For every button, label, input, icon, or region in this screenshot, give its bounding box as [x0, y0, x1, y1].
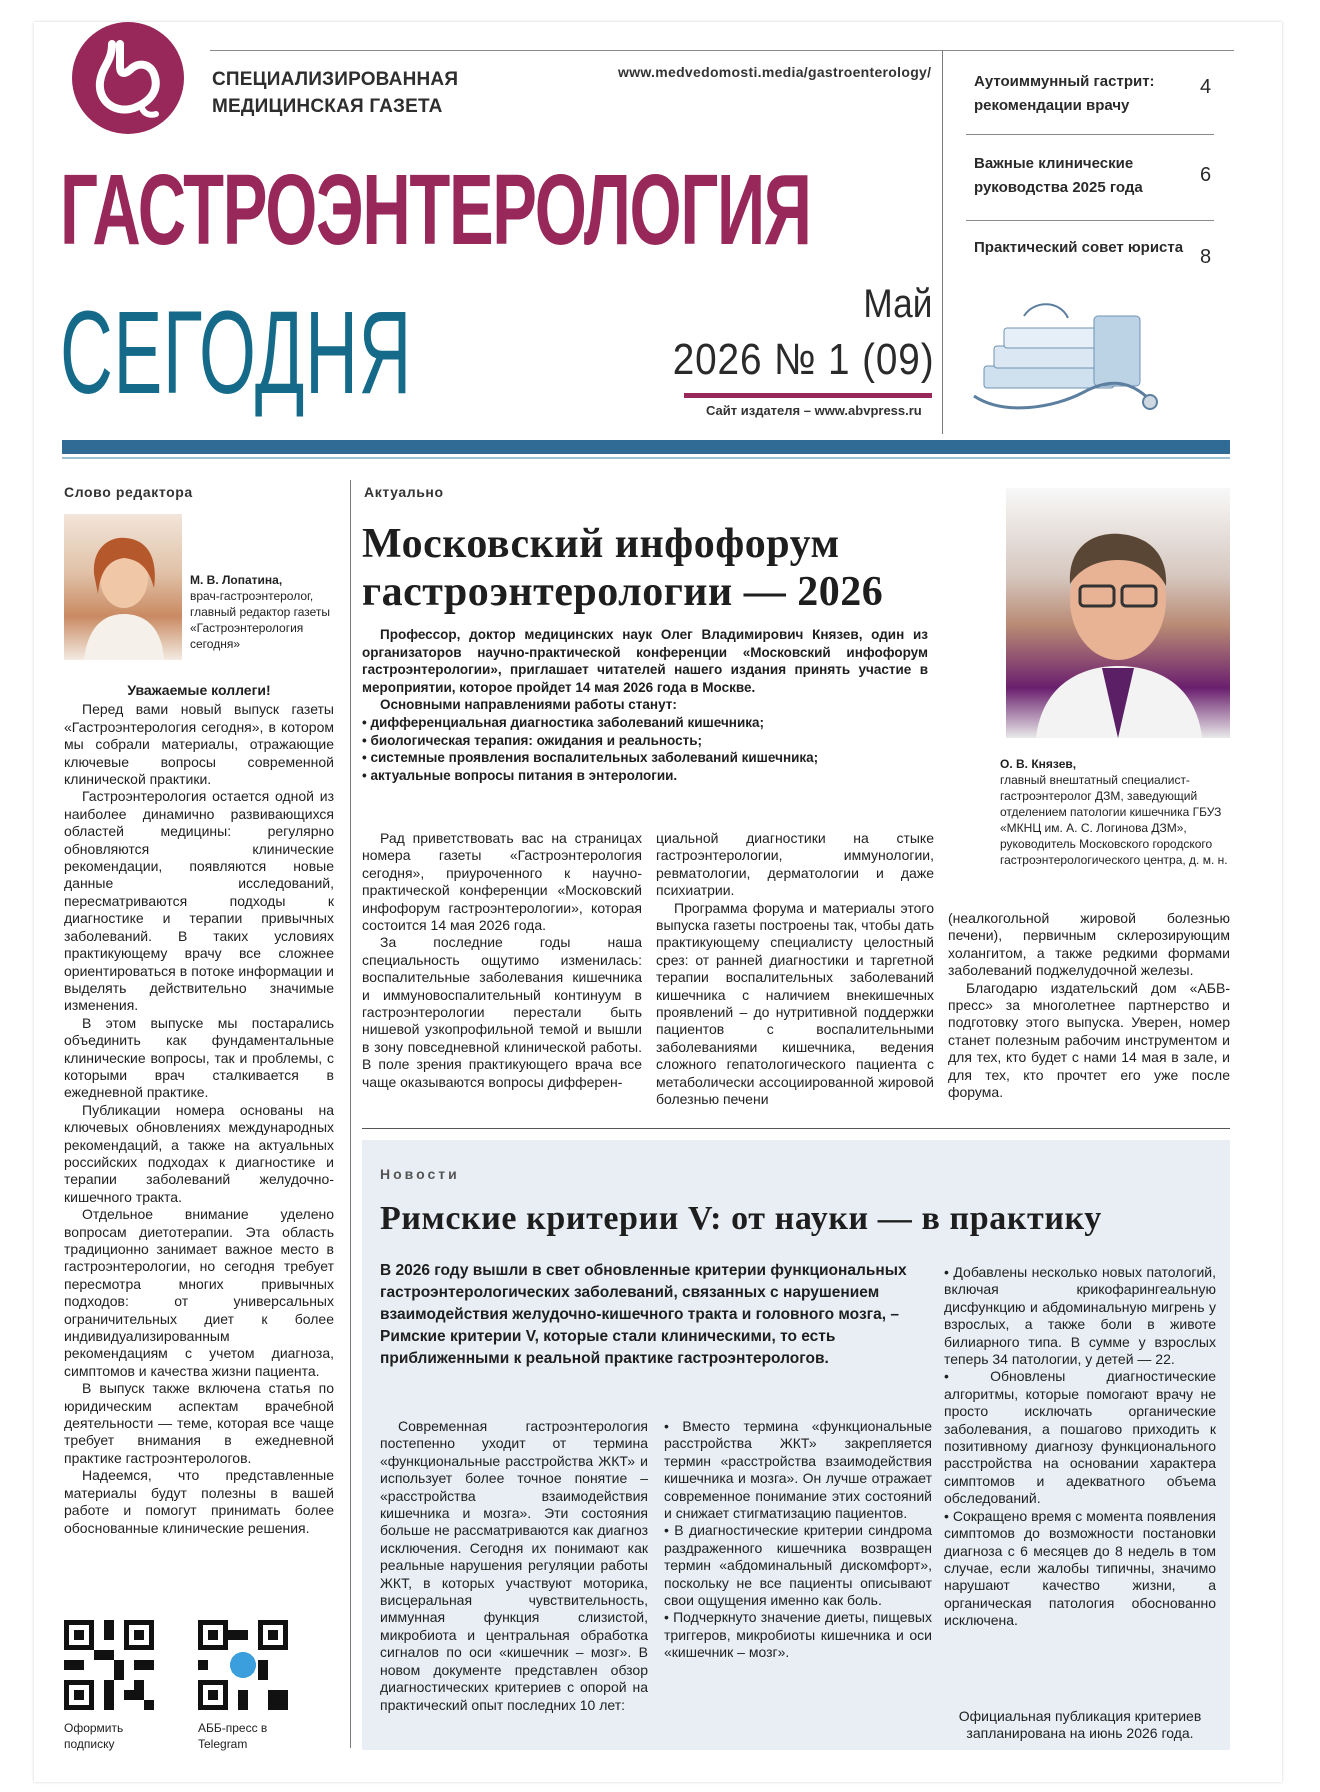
website-link[interactable]: www.medvedomosti.media/gastroenterology/	[618, 64, 932, 80]
toc-item-2-page: 6	[1200, 164, 1212, 186]
toc-item-1-title[interactable]: Аутоиммунный гастрит: рекомендации врачу	[974, 73, 1155, 114]
feature-paragraph: За последние годы наша специальность ощутимо изменилась: воспалительные заболевания кишечника и иммуновоспалительный континуум в гастроэнтерологии перестали быть нишевой узкопрофильной темой и вышли в зону повседневной клинической работы. В поле зрения практикующего врача все чаще оказываются вопросы дифферен-	[362, 934, 642, 1090]
news-bullet: • Добавлены несколько новых патологий, включая крикофарингеальную дисфункцию и абдоминальную мигрень у взрослых, а также боли в животе билиарного типа. В сумме у взрослых теперь 34 патологии, у детей — 22.	[944, 1264, 1216, 1368]
telegram-qr-caption: АББ-пресс в Telegram	[198, 1721, 268, 1751]
editor-letter	[64, 682, 334, 1537]
masthead-divider	[942, 50, 943, 434]
feature-headline	[362, 520, 883, 616]
feature-headline-line-2: гастроэнтерологии — 2026	[362, 569, 884, 615]
editor-role: врач-гастроэнтеролог, главный редактор газеты «Гастроэнтерология сегодня»	[190, 589, 331, 651]
feature-topic-item: • биологическая терапия: ожидания и реальность;	[362, 732, 928, 750]
feature-topic-item: • дифференциальная диагностика заболеваний кишечника;	[362, 714, 928, 732]
masthead-blue-band	[62, 440, 1230, 454]
news-column-2	[664, 1418, 932, 1662]
editor-paragraph: Публикации номера основаны на ключевых обновлениях международных рекомендаций, а также на актуальных российских подходах к диагностике и терапии заболеваний желудочно-кишечного тракта.	[64, 1101, 334, 1205]
editor-caption	[190, 572, 338, 652]
section-label-editor: Слово редактора	[64, 484, 193, 500]
masthead-subtitle	[212, 66, 458, 120]
news-footer	[944, 1708, 1216, 1743]
newspaper-subtitle-title: СЕГОДНЯ	[60, 287, 412, 419]
masthead-blue-band-thin	[62, 457, 1230, 459]
feature-paragraph: циальной диагностики на стыке гастроэнтерологии, иммунологии, ревматологии, дерматологии и даже психиатрии.	[656, 830, 934, 899]
news-bullet: • Подчеркнуто значение диеты, пищевых триггеров, микробиоты кишечника и оси «кишечник – мозг».	[664, 1609, 932, 1661]
feature-lead-text: Профессор, доктор медицинских наук Олег Владимирович Князев, один из организаторов научно-практической конференции «Московский инфофорум гастроэнтерологии», приглашает читателей нашего издания принять участие в мероприятии, которое пройдет 14 мая 2026 года в Москве.	[362, 627, 928, 695]
subtitle-line-1: СПЕЦИАЛИЗИРОВАННАЯ	[212, 69, 459, 90]
news-lead: В 2026 году вышли в свет обновленные критерии функциональных гастроэнтерологических заболеваний, связанных с нарушением взаимодействия желудочно-кишечного тракта и головного мозга, – Римские критерии V, которые стали клиническими, то есть приближенными к реальной практике гастроэнтерологов.	[380, 1262, 907, 1367]
toc-item-3-title[interactable]: Практический совет юриста	[974, 239, 1184, 256]
editor-paragraph: Гастроэнтерология остается одной из наиболее динамично развивающихся областей медицины: регулярно обновляются клинические рекомендации, появляются новые данные исследований, пересматриваются подходы к диагностике и терапии привычных заболеваний. В таких условиях практикующему врачу все сложнее ориентироваться в потоке информации и выделять действительно значимые изменения.	[64, 788, 334, 1014]
feature-headline-line-1: Московский инфофорум	[362, 521, 840, 567]
issue-number: 2026 № 1 (09)	[672, 335, 934, 384]
editor-photo	[64, 514, 182, 660]
publisher-site[interactable]: Сайт издателя – www.abvpress.ru	[706, 403, 922, 418]
news-bullet: • Вместо термина «функциональные расстройства ЖКТ» закрепляется термин «расстройства взаимодействия кишечника и мозга». Он лучше отражает современное понимание этих состояний и снижает стигматизацию пациентов.	[664, 1418, 932, 1522]
feature-topic-item: • актуальные вопросы питания в энтерологии.	[362, 767, 928, 785]
editor-paragraph: Перед вами новый выпуск газеты «Гастроэнтерология сегодня», в котором мы собрали материалы, отражающие ключевые вопросы современной клинической практики.	[64, 701, 334, 788]
feature-list-intro: Основными направлениями работы станут:	[380, 697, 677, 713]
top-rule	[210, 50, 1234, 51]
feature-topic-item: • системные проявления воспалительных заболеваний кишечника;	[362, 749, 928, 767]
feature-column-1	[362, 830, 642, 1091]
feature-end-rule	[362, 1128, 1230, 1129]
news-bullet: • Обновлены диагностические алгоритмы, которые помогают врачу не просто исключать органические заболевания, а пошагово приходить к позитивному диагнозу функционального расстройства на основании характера симптомов и адекватного объема обследований.	[944, 1368, 1216, 1507]
news-paragraph: Современная гастроэнтерология постепенно уходит от термина «функциональные расстройства ЖКТ» и использует более точное понятие – «расстройства взаимодействия кишечника и мозга». Эти состояния больше не рассматриваются как диагноз исключения. Сегодня их понимают как реальные нарушения регуляции работы ЖКТ, в которых участвуют моторика, висцеральная чувствительность, иммунная функция слизистой, микробиота и центральная обработка сигналов по оси «кишечник – мозг». В новом документе представлен обзор диагностических критериев с опорой на практический опыт последних 10 лет:	[380, 1418, 648, 1713]
news-column-1	[380, 1418, 648, 1714]
toc-item-3-page: 8	[1200, 246, 1212, 268]
subscribe-qr-code[interactable]	[64, 1620, 154, 1710]
feature-paragraph: Благодарю издательский дом «АБВ-пресс» за многолетнее партнерство и подготовку этого выпуска. Уверен, номер станет полезным рабочим инструментом и для тех, кто будет с нами 14 мая в зале, и для тех, кто прочтет его уже после форума.	[948, 979, 1230, 1101]
toc-item-1-page: 4	[1200, 76, 1212, 98]
newspaper-title: ГАСТРОЭНТЕРОЛОГИЯ	[60, 154, 811, 266]
toc-divider	[966, 134, 1214, 135]
professor-photo	[1006, 488, 1230, 738]
feature-paragraph: Рад приветствовать вас на страницах номера газеты «Гастроэнтерология сегодня», приуроченного к научно-практической конференции «Московский инфофорум гастроэнтерологии», которая состоится 14 мая 2026 года.	[362, 830, 642, 934]
column-divider	[350, 480, 351, 1748]
editor-paragraph: Надеемся, что представленные материалы будут полезны в вашей работе и помогут принимать более обоснованные клинические решения.	[64, 1467, 334, 1536]
feature-column-3	[948, 910, 1230, 1101]
editor-greeting: Уважаемые коллеги!	[127, 682, 271, 698]
editor-paragraph: Отдельное внимание уделено вопросам диетотерапии. Эта область традиционно занимает важное место в гастроэнтерологии, но сегодня требует пересмотра многих привычных подходов: от универсальных ограничительных диет к более индивидуализированным рекомендациям с учетом диагноза, симптомов и качества жизни пациента.	[64, 1206, 334, 1379]
news-headline: Римские критерии V: от науки — в практику	[380, 1200, 1102, 1237]
news-footer-text: Официальная публикация критериев запланирована на июнь 2026 года.	[958, 1708, 1202, 1742]
issue-underline	[684, 393, 932, 398]
feature-paragraph: Программа форума и материалы этого выпуска газеты построены так, чтобы дать практикующему специалисту целостный срез: от ранней диагностики и таргетной терапии воспалительных заболеваний кишечника с наличием внекишечных проявлений – до нутритивной поддержки пациентов с воспалительными заболеваниями кишечника, ведения сложного гепатологического пациента с метаболически ассоциированной жировой болезнью печени	[656, 899, 934, 1108]
news-column-3	[944, 1264, 1216, 1630]
subtitle-line-2: МЕДИЦИНСКАЯ ГАЗЕТА	[212, 96, 443, 117]
feature-paragraph: (неалкогольной жировой болезнью печени), первичным склерозирующим холангитом, а также редкими формами заболеваний поджелудочной железы.	[948, 910, 1230, 979]
feature-column-2	[656, 830, 934, 1109]
stethoscope-books-illustration	[964, 296, 1164, 416]
section-label-feature: Актуально	[364, 484, 444, 500]
feature-lead	[362, 626, 928, 784]
editor-paragraph: В выпуск также включена статья по юридическим аспектам врачебной деятельности — теме, которая все чаще требует внимания в ежедневной практике гастроэнтерологов.	[64, 1380, 334, 1466]
stomach-logo	[72, 22, 184, 134]
section-label-news: Новости	[380, 1166, 460, 1182]
professor-role: главный внештатный специалист-гастроэнтеролог ДЗМ, заведующий отделением патологии кишечника ГБУЗ «МКНЦ им. А. С. Логинова ДЗМ», руководитель Московского городского гастроэнтерологического центра, д. м. н.	[1000, 773, 1228, 867]
subscribe-qr-caption: Оформить подписку	[64, 1721, 124, 1751]
editor-name: М. В. Лопатина,	[190, 573, 283, 587]
toc-item-2-title[interactable]: Важные клинические руководства 2025 года	[974, 155, 1143, 196]
feature-topic-list	[362, 714, 928, 784]
professor-caption	[1000, 756, 1228, 868]
toc-divider	[966, 220, 1214, 221]
editor-paragraph: В этом выпуске мы постарались объединить как фундаментальные клинические вопросы, так и проблемы, с которыми врач сталкивается в ежедневной практике.	[64, 1014, 334, 1101]
news-bullet: • В диагностические критерии синдрома раздраженного кишечника возвращен термин «абдоминальный дискомфорт», поскольку не все пациенты описывают свои ощущения именно как боль.	[664, 1522, 932, 1609]
telegram-qr-code[interactable]	[198, 1620, 288, 1710]
issue-month: Май	[863, 282, 932, 326]
professor-name: О. В. Князев,	[1000, 757, 1077, 771]
news-bullet: • Сокращено время с момента появления симптомов до возможности постановки диагноза с 6 месяцев до 8 недель в том случае, если жалобы типичны, значимо нарушают качество жизни, а органическая патология обоснованно исключена.	[944, 1507, 1216, 1629]
